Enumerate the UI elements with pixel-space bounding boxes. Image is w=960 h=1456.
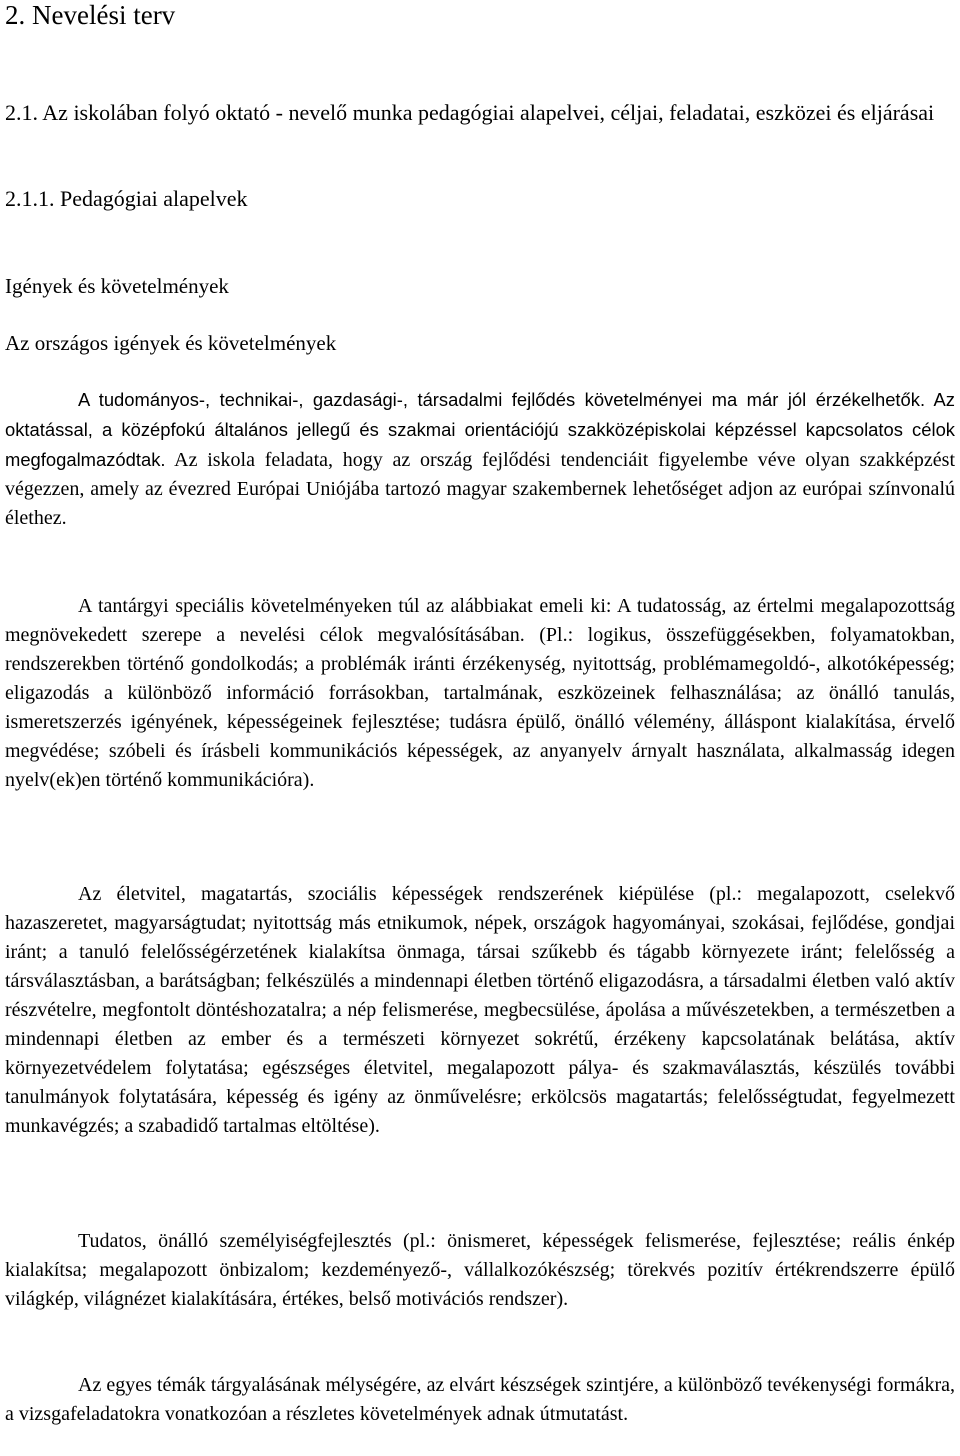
subheading-requirements: Igények és követelmények bbox=[5, 274, 229, 298]
paragraph-2-serif-part-b: : logikus, összefüggésekben, folyamatokban, rendszerekben történő gondolkodás; a problémák iránti érzékenység, nyitottság, problémamegoldó-, alkotóképesség; eligazodás a különböző információ forrásokban, tartalmának, eszközeinek felhasználása; az önálló tanulás, ismeretszerzés igényének, képességeinek fejlesztése; tudásra épülő, önálló vélemény, álláspont kialakítása, érvelő megvédése; szóbeli és írásbeli kommunikációs képességek, az anyanyelv árnyalt használata, alkalmasság idegen nyelv(ek)en történő kommunikációra). bbox=[5, 624, 955, 791]
paragraph-lifestyle-behaviour: Az életvitel, magatartás, szociális képességek rendszerének kiépülése (pl.: megalapozott, cselekvő hazaszeretet, magyarságtudat; nyitottság más etnikumok, népek, országok hagyományai, szokásai, fejlődése, gondjai iránt; a tanuló felelősségérzetének kialakítsa önmaga, társai szűkebb és tágabb környezete iránt; felelősség a társválasztásban, a barátságban; felkészülés a mindennapi életben történő eligazodásra, a társadalmi életben való aktív részvételre, megfontolt döntéshozatalra; a nép felismerése, megbecsülése, ápolása a művészetekben, a természetben a mindennapi életben az ember és a természeti környezet sokrétű, érzékeny kapcsolatának belátása, aktív környezetvédelem folytatása; egészséges életvitel, megalapozott pálya- és szakmaválasztás, készülés további tanulmányok folytatására, képesség és igény az önművelésre; erkölcsös magatartás; felelősségtudat, fegyelmezett munkavégzés; a szabadidő tartalmas eltöltése). bbox=[5, 883, 955, 1137]
paragraph-personality-development: Tudatos, önálló személyiségfejlesztés (pl.: önismeret, képességek felismerése, fejlesztése; reális énkép kialakítsa; megalapozott önbizalom; kezdeményező-, vállalkozókészség; törekvés pozitív értékrendszerre épülő világkép, világnézet kialakítására, értékes, belső motivációs rendszer). bbox=[5, 1230, 955, 1310]
chapter-heading: 2. Nevelési terv bbox=[5, 0, 176, 30]
paragraph-1-serif-part: Az iskola feladata, hogy az ország fejlődési tendenciáit figyelembe véve olyan szakképzést végezzen, amely az évezred Európai Uniójába tartozó magyar szakembernek lehetőséget adjon az európai színvonalú élethez. bbox=[5, 449, 955, 529]
paragraph-1-sans-part: A tudományos-, technikai-, gazdasági-, társadalmi fejlődés követelményei ma már jól érzékelhetők. Az oktatással, a középfokú általános jellegű és szakmai orientációjú szakközépiskolai képzéssel kapcsolatos célok megfogalmazódtak. bbox=[5, 389, 955, 470]
paragraph-2-serif-part: A tantárgyi speciális követelményeken túl az alábbiakat emeli ki: A tudatosság, az értelmi megalapozottság megnövekedett szerepe a nevelési célok megvalósításában. (Pl. bbox=[5, 595, 955, 646]
subheading-national-requirements: Az országos igények és követelmények bbox=[5, 331, 337, 355]
subsection-heading: 2.1.1. Pedagógiai alapelvek bbox=[5, 186, 248, 211]
paragraph-topic-depth: Az egyes témák tárgyalásának mélységére, az elvárt készségek szintjére, a különböző tevékenységi formákra, a vizsgafeladatokra vonatkozóan a részletes követelmények adnak útmutatást. bbox=[5, 1374, 955, 1425]
section-heading: 2.1. Az iskolában folyó oktató - nevelő munka pedagógiai alapelvei, céljai, feladatai, eszközei és eljárásai bbox=[5, 100, 935, 125]
paragraph-development-requirements bbox=[5, 385, 955, 533]
paragraph-special-requirements bbox=[5, 592, 955, 795]
